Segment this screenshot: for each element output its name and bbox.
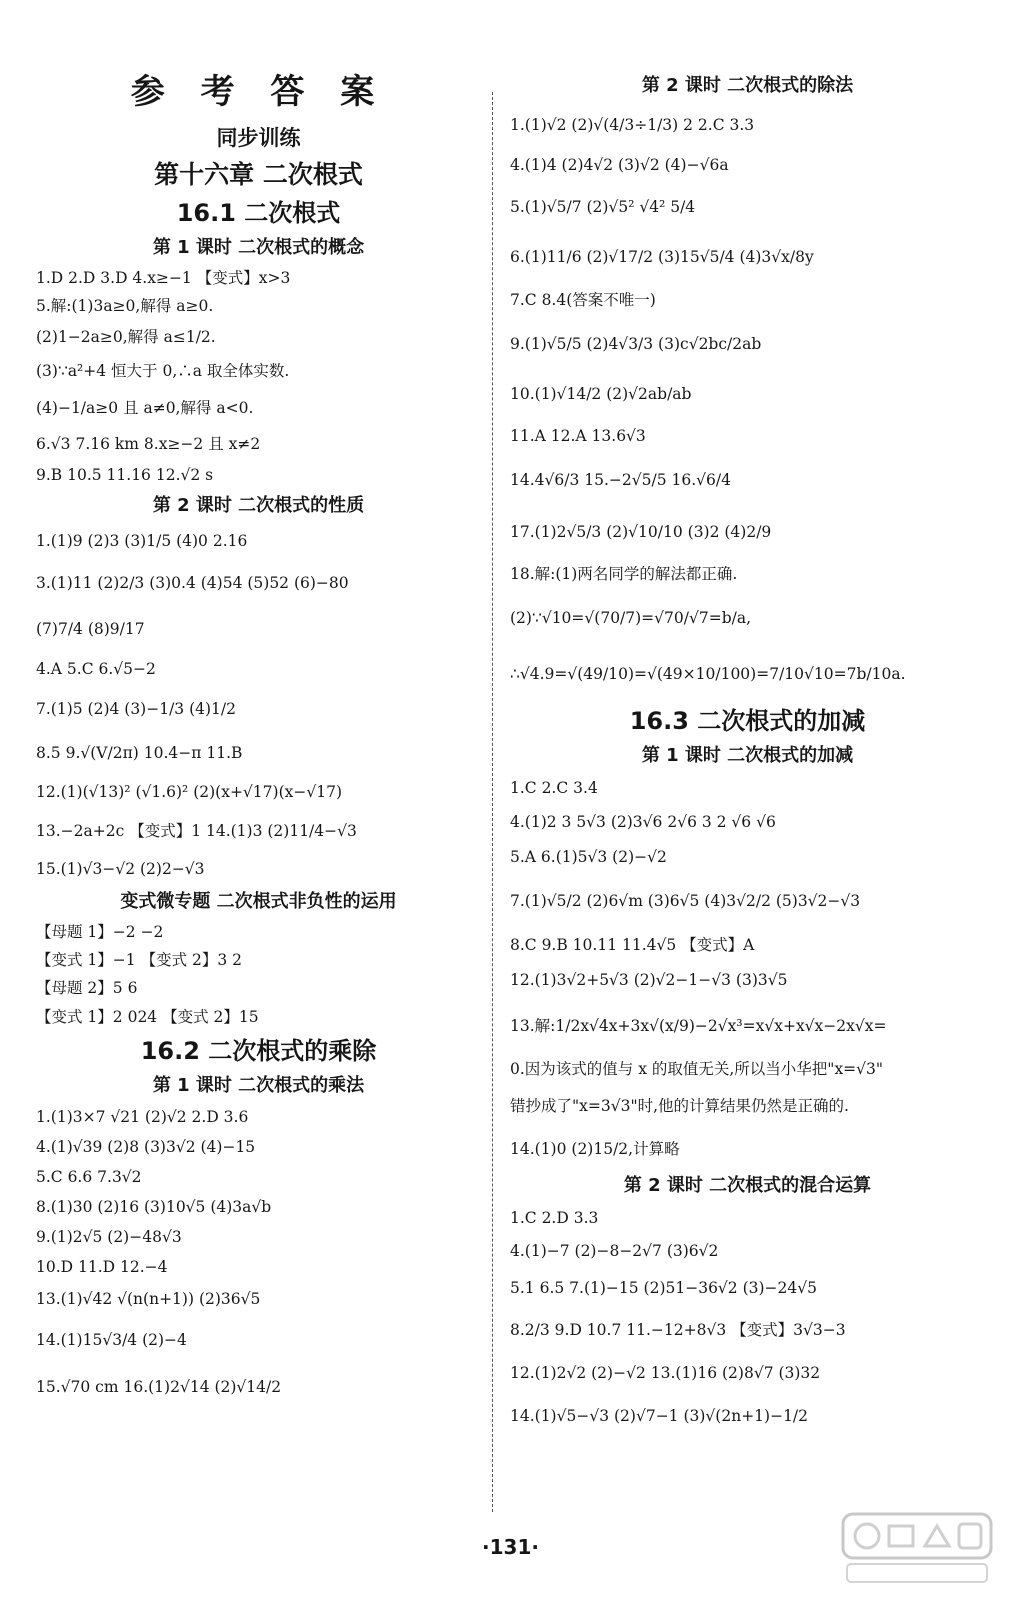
right-column [510,70,985,1438]
answer-line: 5.1 6.5 7.(1)−15 (2)51−36√2 (3)−24√5 [510,1279,817,1297]
answer-line: 7.(1)√5/2 (2)6√m (3)6√5 (4)3√2/2 (5)3√2−√3 [510,892,861,910]
column-divider [492,92,493,1512]
answer-line: 1.C 2.D 3.3 [510,1209,599,1227]
lesson-heading: 第 1 课时 二次根式的加减 [641,745,854,766]
page-title: 参 考 答 案 [130,72,387,112]
answer-line: 14.(1)15√3/4 (2)−4 [36,1331,187,1349]
answer-line: 【母题 1】−2 −2 [36,923,164,941]
answer-line: (2)∵√10=√(70/7)=√70/√7=b/a, [510,609,752,627]
answer-line: 【母题 2】5 6 [36,979,138,997]
answer-line: 5.(1)√5/7 (2)√5² √4² 5/4 [510,198,696,216]
answer-line: (2)1−2a≥0,解得 a≤1/2. [36,328,216,346]
answer-line: 11.A 12.A 13.6√3 [510,427,646,445]
answer-line: 13.(1)√42 √(n(n+1)) (2)36√5 [36,1290,261,1308]
answer-line: 1.D 2.D 3.D 4.x≥−1 【变式】x>3 [36,269,291,287]
section-subtitle: 同步训练 [216,126,301,150]
answer-line: 18.解:(1)两名同学的解法都正确. [510,565,738,583]
answer-line: 4.(1)√39 (2)8 (3)3√2 (4)−15 [36,1138,256,1156]
chapter-title: 第十六章 二次根式 [154,160,363,189]
answer-line: 15.√70 cm 16.(1)2√14 (2)√14/2 [36,1378,282,1396]
lesson-heading: 第 2 课时 二次根式的除法 [641,75,854,96]
section-heading: 16.3 二次根式的加减 [629,707,866,735]
answer-line: 1.(1)√2 (2)√(4/3÷1/3) 2 2.C 3.3 [510,116,755,134]
answer-line: 13.解:1/2x√4x+3x√(x/9)−2√x³=x√x+x√x−2x√x= [510,1017,887,1035]
answer-line: 5.A 6.(1)5√3 (2)−√2 [510,848,667,866]
answer-line: 4.(1)2 3 5√3 (2)3√6 2√6 3 2 √6 √6 [510,813,776,831]
section-heading: 16.2 二次根式的乘除 [140,1037,377,1065]
answer-line: ∴√4.9=√(49/10)=√(49×10/100)=7/10√10=7b/10a. [510,665,906,683]
left-column [36,70,481,1410]
answer-line: 1.C 2.C 3.4 [510,779,598,797]
answer-line: 14.4√6/3 15.−2√5/5 16.√6/4 [510,471,731,489]
answer-line: 5.C 6.6 7.3√2 [36,1168,142,1186]
watermark-logo [837,1508,997,1588]
lesson-heading: 第 2 课时 二次根式的性质 [152,495,365,516]
answer-line: 3.(1)11 (2)2/3 (3)0.4 (4)54 (5)52 (6)−80 [36,574,349,592]
answer-line: 4.(1)4 (2)4√2 (3)√2 (4)−√6a [510,156,729,174]
answer-line: 8.C 9.B 10.11 11.4√5 【变式】A [510,936,755,954]
answer-line: 9.B 10.5 11.16 12.√2 s [36,466,214,484]
answer-line: 9.(1)√5/5 (2)4√3/3 (3)c√2bc/2ab [510,335,762,353]
answer-line: 7.(1)5 (2)4 (3)−1/3 (4)1/2 [36,700,236,718]
answer-line: 【变式 1】2 024 【变式 2】15 [36,1008,259,1026]
page-number: ·131· [482,1535,539,1559]
section-heading: 16.1 二次根式 [176,199,341,227]
answer-line: 14.(1)0 (2)15/2,计算略 [510,1140,680,1158]
answer-line: 8.(1)30 (2)16 (3)10√5 (4)3a√b [36,1198,272,1216]
answer-line: 6.√3 7.16 km 8.x≥−2 且 x≠2 [36,435,261,453]
answer-line: 5.解:(1)3a≥0,解得 a≥0. [36,297,214,315]
answer-line: 12.(1)3√2+5√3 (2)√2−1−√3 (3)3√5 [510,971,788,989]
answer-line: 1.(1)3×7 √21 (2)√2 2.D 3.6 [36,1108,249,1126]
lesson-heading: 第 2 课时 二次根式的混合运算 [623,1175,872,1196]
answer-line: (4)−1/a≥0 且 a≠0,解得 a<0. [36,399,254,417]
answer-line: 4.A 5.C 6.√5−2 [36,660,156,678]
answer-line: 6.(1)11/6 (2)√17/2 (3)15√5/4 (4)3√x/8y [510,248,814,266]
answer-line: 13.−2a+2c 【变式】1 14.(1)3 (2)11/4−√3 [36,822,357,840]
answer-line: 7.C 8.4(答案不唯一) [510,291,656,309]
answer-line: (7)7/4 (8)9/17 [36,620,145,638]
answer-line: 12.(1)(√13)² (√1.6)² (2)(x+√17)(x−√17) [36,783,343,801]
lesson-heading: 第 1 课时 二次根式的乘法 [152,1075,365,1096]
answer-line: 4.(1)−7 (2)−8−2√7 (3)6√2 [510,1242,719,1260]
answer-line: 错抄成了"x=3√3"时,他的计算结果仍然是正确的. [510,1097,849,1115]
answer-line: 8.2/3 9.D 10.7 11.−12+8√3 【变式】3√3−3 [510,1321,846,1339]
answer-line: 17.(1)2√5/3 (2)√10/10 (3)2 (4)2/9 [510,523,772,541]
answer-line: 0.因为该式的值与 x 的取值无关,所以当小华把"x=√3" [510,1060,884,1078]
answer-line: 1.(1)9 (2)3 (3)1/5 (4)0 2.16 [36,532,248,550]
answer-line: 8.5 9.√(V/2π) 10.4−π 11.B [36,744,243,762]
answer-line: 9.(1)2√5 (2)−48√3 [36,1228,182,1246]
answer-line: 10.(1)√14/2 (2)√2ab/ab [510,385,692,403]
answer-line: 15.(1)√3−√2 (2)2−√3 [36,860,205,878]
lesson-heading: 变式微专题 二次根式非负性的运用 [120,891,397,912]
answer-line: 14.(1)√5−√3 (2)√7−1 (3)√(2n+1)−1/2 [510,1407,809,1425]
answer-line: 【变式 1】−1 【变式 2】3 2 [36,951,243,969]
lesson-heading: 第 1 课时 二次根式的概念 [152,237,365,258]
answer-line: 12.(1)2√2 (2)−√2 13.(1)16 (2)8√7 (3)32 [510,1364,821,1382]
answer-line: (3)∵a²+4 恒大于 0,∴a 取全体实数. [36,362,290,380]
answer-line: 10.D 11.D 12.−4 [36,1258,168,1276]
